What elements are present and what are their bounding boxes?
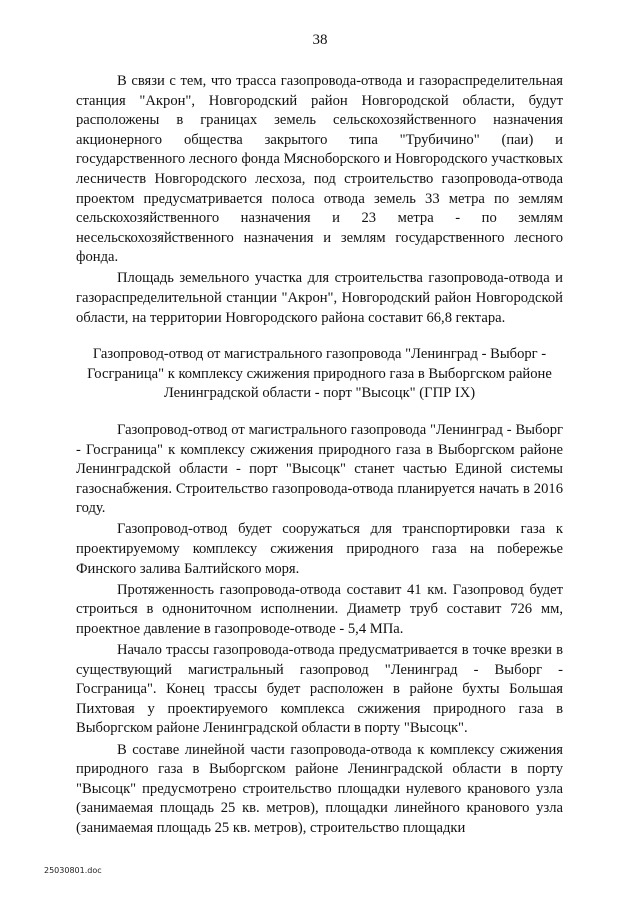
section-heading: Газопровод-отвод от магистрального газопровода "Ленинград - Выборг - Госграница" к комплексу сжижения природного газа в Выборгском районе Ленинградской области - порт "Высоцк" (ГПР IX) [87, 346, 552, 402]
paragraph: В связи с тем, что трасса газопровода-отвода и газораспределительная станция "Акрон", Новгородский район Новгородской области, будут расположены в границах земель сельскохозяйственного назначения акционерного общества закрытого типа "Трубичино" (паи) и государственного лесного фонда Мясноборского и Новгородского участковых лесничеств Новгородского лесхоза, под строительство газопровода-отвода проектом предусматривается полоса отвода земель 33 метра по землям сельскохозяйственного назначения и 23 метра - по землям несельскохозяйственного назначения и землям государственного лесного фонда. [76, 73, 563, 266]
paragraph: Протяженность газопровода-отвода составит 41 км. Газопровод будет строиться в однониточном исполнении. Диаметр труб составит 726 мм, проектное давление в газопроводе-отводе - 5,4 МПа. [76, 581, 563, 637]
page-number: 38 [312, 32, 328, 48]
footer-filename: 25030801.doc [44, 866, 102, 875]
paragraph: Начало трассы газопровода-отвода предусматривается в точке врезки в существующий магистральный газопровод "Ленинград - Выборг - Госграница". Конец трассы будет расположен в районе бухты Большая Пихтовая у проектируемого комплекса сжижения природного газа в Выборгском районе Ленинградской области в порту "Высоцк". [76, 642, 563, 737]
document-body [76, 72, 563, 840]
paragraph: Площадь земельного участка для строительства газопровода-отвода и газораспределительной станции "Акрон", Новгородский район Новгородской области, на территории Новгородского района составит 66,8 гектара. [76, 270, 563, 326]
paragraph: Газопровод-отвод будет сооружаться для транспортировки газа к проектируемому комплексу сжижения природного газа на побережье Финского залива Балтийского моря. [76, 521, 563, 577]
paragraph: Газопровод-отвод от магистрального газопровода "Ленинград - Выборг - Госграница" к комплексу сжижения природного газа в Выборгском районе Ленинградской области - порт "Высоцк" станет частью Единой системы газоснабжения. Строительство газопровода-отвода планируется начать в 2016 году. [76, 422, 563, 517]
paragraph: В составе линейной части газопровода-отвода к комплексу сжижения природного газа в Выборгском районе Ленинградской области в порту "Высоцк" предусмотрено строительство площадки нулевого кранового узла (занимаемая площадь 25 кв. метров), площадки линейного кранового узла (занимаемая площадь 25 кв. метров), строительство площадки [76, 741, 563, 836]
